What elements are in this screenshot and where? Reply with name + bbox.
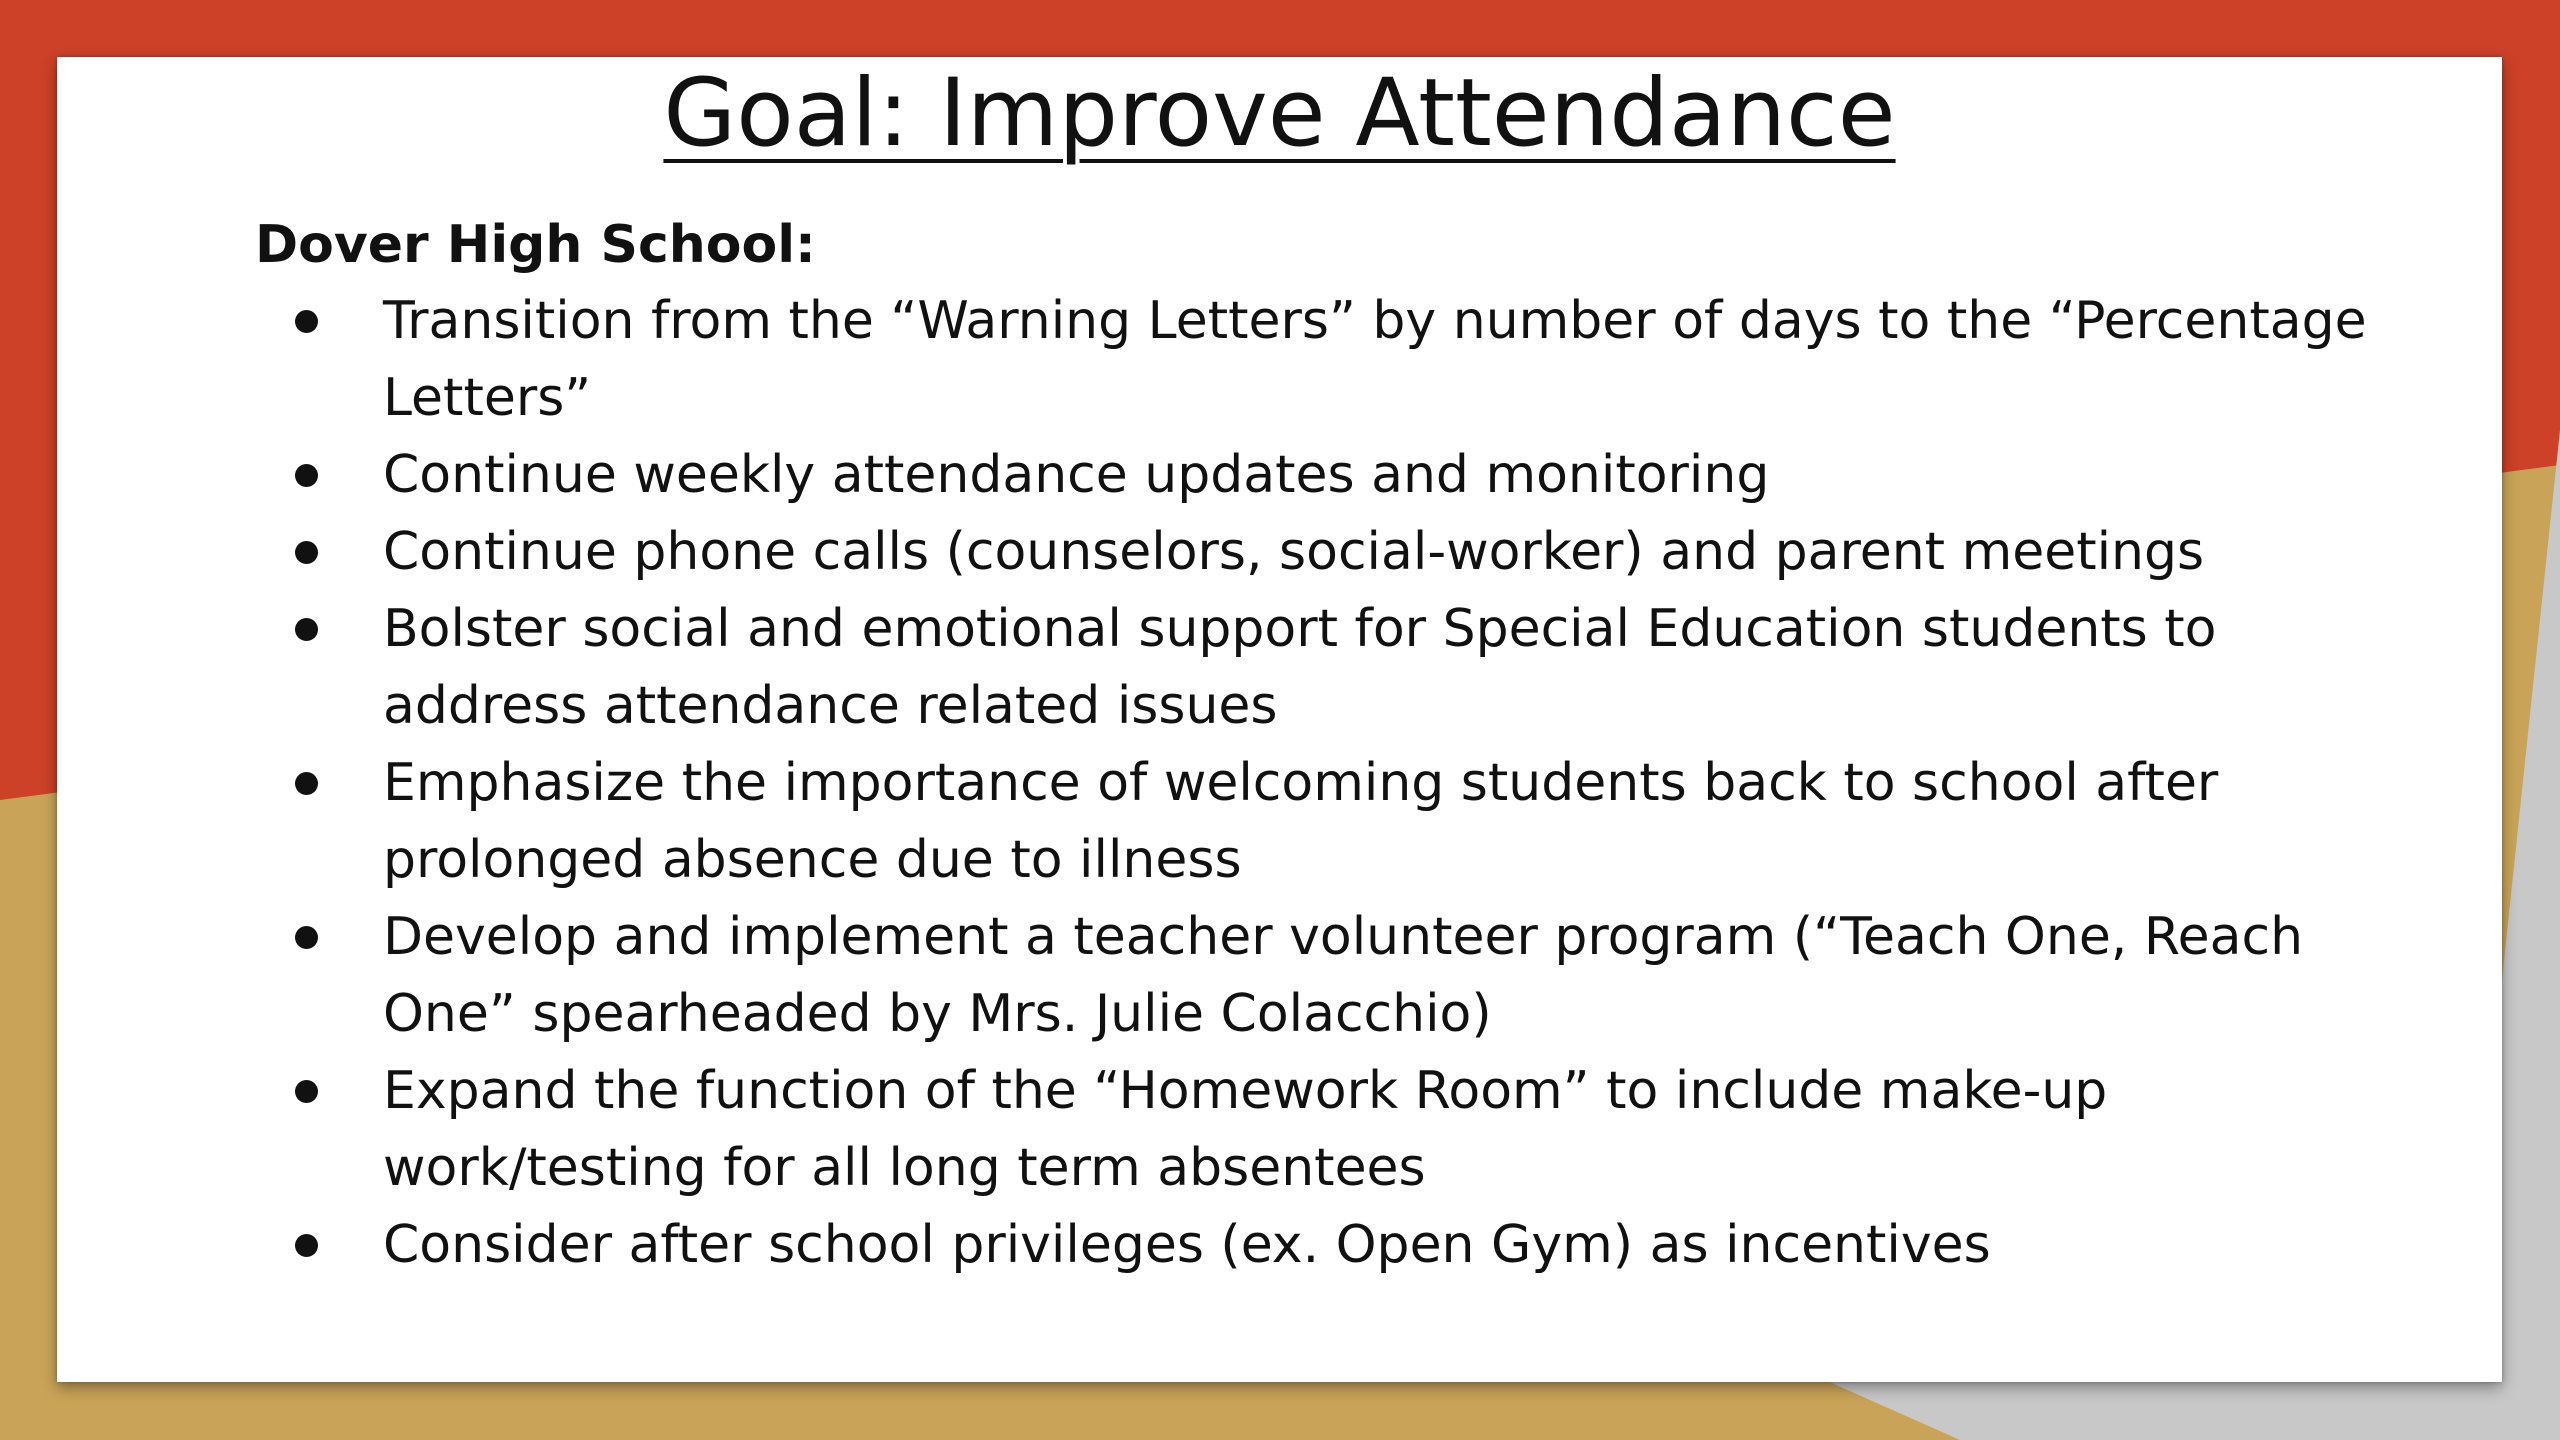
list-item: Transition from the “Warning Letters” by number of days to the “Percentage Letters” <box>255 283 2405 437</box>
bullet-icon <box>295 1080 318 1103</box>
slide-title: Goal: Improve Attendance <box>663 59 1896 168</box>
bullet-icon <box>295 541 318 564</box>
list-item: Develop and implement a teacher volunteer program (“Teach One, Reach One” spearheaded by Mrs. Julie Colacchio) <box>255 899 2405 1053</box>
bullet-list <box>255 283 2405 1284</box>
slide-content <box>255 207 2405 1284</box>
list-item: Bolster social and emotional support for Special Education students to address attendance related issues <box>255 591 2405 745</box>
list-item: Consider after school privileges (ex. Open Gym) as incentives <box>255 1207 2405 1284</box>
list-item: Continue weekly attendance updates and monitoring <box>255 437 2405 514</box>
list-item: Continue phone calls (counselors, social-worker) and parent meetings <box>255 514 2405 591</box>
bullet-icon <box>295 926 318 949</box>
bullet-icon <box>295 1234 318 1257</box>
bullet-icon <box>295 464 318 487</box>
bullet-icon <box>295 618 318 641</box>
bullet-icon <box>295 310 318 333</box>
bullet-icon <box>295 772 318 795</box>
slide-card <box>57 57 2502 1382</box>
list-item: Expand the function of the “Homework Room” to include make-up work/testing for all long term absentees <box>255 1053 2405 1207</box>
list-item: Emphasize the importance of welcoming students back to school after prolonged absence due to illness <box>255 745 2405 899</box>
school-heading: Dover High School: <box>255 215 816 275</box>
